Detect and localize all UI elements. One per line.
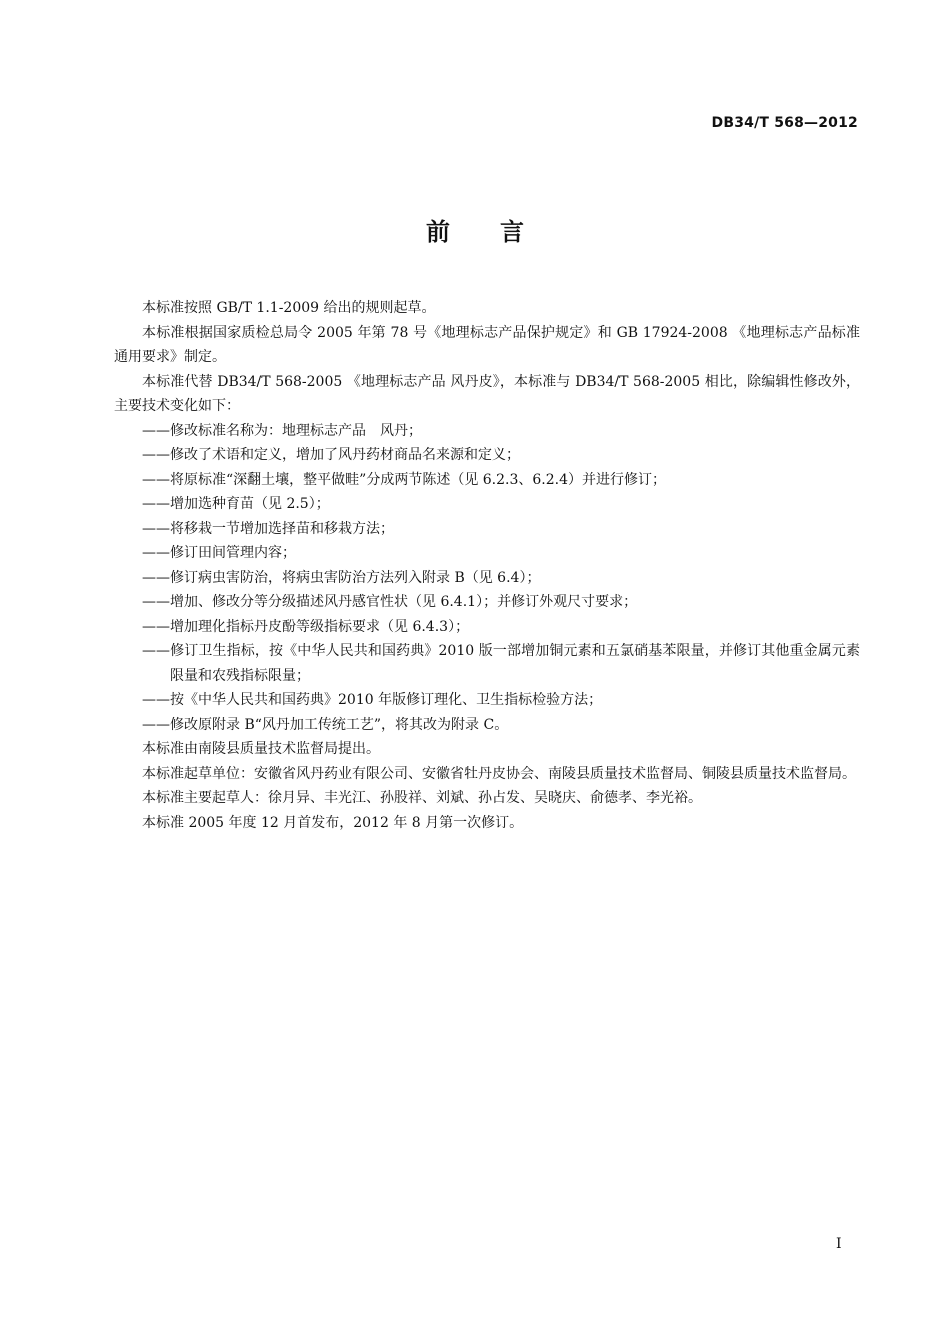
change-item: ——修订田间管理内容； bbox=[142, 545, 296, 561]
page-number: I bbox=[836, 1236, 842, 1252]
change-item: ——增加、修改分等分级描述风丹感官性状（见 6.4.1）；并修订外观尺寸要求； bbox=[142, 594, 638, 610]
change-item: ——按《中华人民共和国药典》2010 年版修订理化、卫生指标检验方法； bbox=[142, 692, 603, 708]
change-item: ——增加选种育苗（见 2.5）； bbox=[142, 496, 330, 512]
page-title: 前言 bbox=[426, 218, 574, 246]
document-code: DB34/T 568—2012 bbox=[711, 115, 858, 131]
change-item: ——修改标准名称为：地理标志产品 风丹； bbox=[142, 422, 422, 439]
paragraph-basis: 本标准根据国家质检总局令 2005 年第 78 号《地理标志产品保护规定》和 GB 17924-2008 《地理标志产品标准通用要求》制定。 bbox=[114, 324, 860, 365]
change-item: ——修订卫生指标，按《中华人民共和国药典》2010 版一部增加铜元素和五氯硝基苯限量，并修订其他重金属元素限量和农残指标限量； bbox=[142, 643, 860, 684]
paragraph-drafting-units: 本标准起草单位：安徽省风丹药业有限公司、安徽省牡丹皮协会、南陵县质量技术监督局、铜陵县质量技术监督局。 bbox=[142, 765, 856, 782]
change-item: ——修改原附录 B“风丹加工传统工艺”，将其改为附录 C。 bbox=[142, 716, 509, 733]
change-item: ——将移栽一节增加选择苗和移栽方法； bbox=[142, 520, 394, 537]
paragraph-drafters: 本标准主要起草人：徐月异、丰光江、孙股祥、刘斌、孙占发、吴晓庆、俞德孝、李光裕。 bbox=[142, 790, 702, 806]
change-item: ——将原标准“深翻土壤，整平做畦”分成两节陈述（见 6.2.3、6.2.4）并进行修订； bbox=[142, 471, 667, 488]
paragraph-drafting-rules: 本标准按照 GB/T 1.1-2009 给出的规则起草。 bbox=[142, 300, 436, 316]
foreword-body bbox=[114, 296, 860, 835]
change-item: ——修改了术语和定义，增加了风丹药材商品名来源和定义； bbox=[142, 447, 520, 463]
paragraph-release-history: 本标准 2005 年度 12 月首发布，2012 年 8 月第一次修订。 bbox=[142, 814, 524, 831]
change-item: ——修订病虫害防治，将病虫害防治方法列入附录 B（见 6.4）； bbox=[142, 569, 541, 586]
change-item: ——增加理化指标丹皮酚等级指标要求（见 6.4.3）； bbox=[142, 618, 470, 635]
paragraph-replacement: 本标准代替 DB34/T 568-2005 《地理标志产品 风丹皮》，本标准与 DB34/T 568-2005 相比，除编辑性修改外，主要技术变化如下： bbox=[114, 373, 860, 414]
paragraph-proposer: 本标准由南陵县质量技术监督局提出。 bbox=[142, 741, 380, 757]
